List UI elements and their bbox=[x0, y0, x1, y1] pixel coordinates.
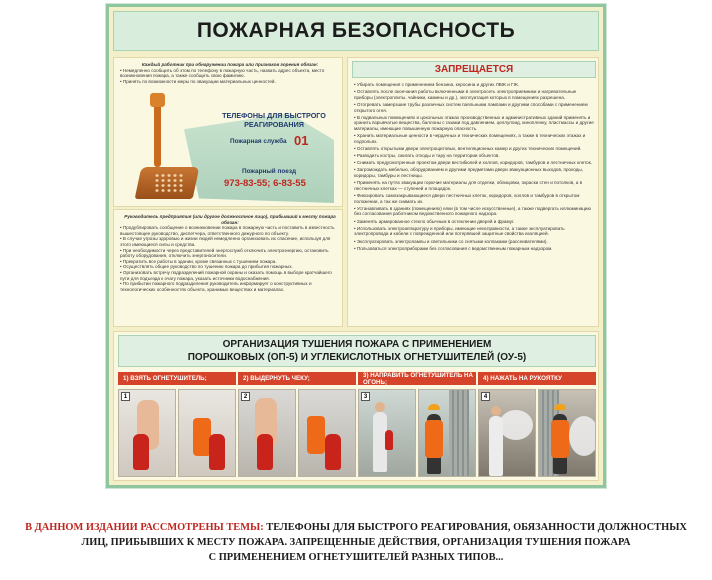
extinguishing-title-line2: ПОРОШКОВЫХ (ОП-5) И УГЛЕКИСЛОТНЫХ ОГНЕТУШИТЕЛЕЙ (ОУ-5) bbox=[187, 352, 527, 363]
fire-extinguisher-icon bbox=[257, 434, 273, 470]
worker-duties-text bbox=[120, 62, 340, 84]
forbidden-item: • Оставлять открытыми двери электрощитовых, вентиляционных камер и других технических помещений. bbox=[354, 145, 582, 151]
manager-duty-item: • В случае угрозы здоровью и жизни людей немедленно организовать их спасение, используя для этого имеющиеся силы и средства. bbox=[120, 236, 331, 247]
helmet-icon bbox=[428, 404, 440, 410]
forbidden-item: • Фиксировать самозакрывающиеся двери лестничных клеток, коридоров, холлов и тамбуров в открытом положении, а так же снимать их. bbox=[354, 193, 580, 204]
caption-line3: С ПРИМЕНЕНИЕМ ОГНЕТУШИТЕЛЕЙ РАЗНЫХ ТИПОВ... bbox=[208, 552, 504, 563]
worker-duty-item: • Принять по возможности меры по эвакуации материальных ценностей. bbox=[120, 78, 276, 84]
forbidden-panel bbox=[347, 57, 599, 327]
manager-duty-item: • Продублировать сообщение о возникновении пожара в пожарную часть и поставить в известность вышестоящее руководство, диспетчера, ответственного дежурного по объекту. bbox=[120, 225, 335, 236]
forbidden-item: • В подвальных помещениях и цокольных этажах производственных и административных зданий применять и хранить взрывчатые вещества, баллоны с газами под давлением, целлулоид, кинопленку, пластмассы и другие материалы, имеющие повышенную пожарную опасность. bbox=[354, 114, 594, 131]
worker-duty-item: • Немедленно сообщить об этом по телефону в пожарную часть, назвать адрес объекта, место возникновения пожара, а также сообщить свою фамилию. bbox=[120, 67, 325, 79]
step-2-photo-b bbox=[298, 389, 356, 477]
step-1-photo-a bbox=[118, 389, 176, 477]
step-4-photo-a bbox=[478, 389, 536, 477]
poster-board bbox=[106, 4, 606, 488]
forbidden-item: • Оставлять после окончания работы включенными в электросеть электроприемники и нагревательные приборы (электроплиты, чайники, камины и др.), эксплуатация которых в помещениях разрешена. bbox=[354, 89, 577, 100]
worker-head-icon bbox=[375, 402, 385, 412]
manager-duties-lead: Руководитель предприятия (или другое должностное лицо), прибывший к месту пожара обязан: bbox=[124, 214, 336, 225]
forbidden-item: • Применять на путях эвакуации горючие материалы для отделки, облицовки, окраски стен и потолков, а в лестничных клетках — ступеней и площадок. bbox=[354, 180, 583, 191]
worker-head-icon bbox=[491, 406, 501, 416]
smoke-cloud-icon bbox=[569, 416, 596, 456]
fire-extinguisher-icon bbox=[325, 434, 341, 470]
manager-duty-item: • По прибытии пожарного подразделения руководитель информирует о конструктивных и технологических особенностях объекта, хранимых веществах и материалах. bbox=[120, 281, 312, 292]
worker-figure-icon bbox=[489, 416, 503, 476]
worker-duties-lead: Каждый работник при обнаружении пожара или признаков горения обязан: bbox=[141, 62, 319, 67]
step-1-label: 1) ВЗЯТЬ ОГНЕТУШИТЕЛЬ; bbox=[118, 372, 236, 385]
phones-title: ТЕЛЕФОНЫ ДЛЯ БЫСТРОГО РЕАГИРОВАНИЯ bbox=[222, 111, 326, 129]
phone-keypad-icon bbox=[154, 173, 184, 193]
fire-train-number: 973-83-55; 6-83-55 bbox=[224, 178, 306, 189]
emergency-phones-illustration bbox=[124, 93, 339, 205]
forbidden-item: • Эксплуатировать электролампы и светильники со снятыми колпаками (рассеивателями). bbox=[354, 238, 548, 244]
forbidden-list bbox=[354, 82, 594, 253]
extinguishing-title-line1: ОРГАНИЗАЦИЯ ТУШЕНИЯ ПОЖАРА С ПРИМЕНЕНИЕМ bbox=[222, 339, 492, 350]
forbidden-item: • Хранить материальные ценности в чердачных и технических помещениях, а также в технических этажах и подпольях. bbox=[354, 133, 586, 144]
photo-number: 2 bbox=[241, 392, 250, 401]
forbidden-item: • Загромождать мебелью, оборудованием и другими предметами двери эвакуационных выходов, проходы, коридоры, тамбуры и лестницы. bbox=[354, 167, 583, 179]
step-4-label: 4) НАЖАТЬ НА РУКОЯТКУ bbox=[478, 372, 596, 385]
step-4-photos bbox=[478, 389, 596, 477]
forbidden-item: • Убирать помещения с применением бензина, керосина и других ЛВЖ и ГЖ. bbox=[354, 82, 520, 87]
publication-caption bbox=[0, 520, 712, 565]
extinguishing-section bbox=[113, 331, 599, 481]
manager-duty-item: • Организовать встречу подразделений пожарной охраны и оказать помощь в выборе кратчайшего пути для подъезда к очагу пожара, указать источники водоснабжения. bbox=[120, 269, 332, 281]
extinguishing-title bbox=[118, 335, 596, 367]
caption-line2: ЛИЦ, ПРИБЫВШИХ К МЕСТУ ПОЖАРА. ЗАПРЕЩЕННЫЕ ДЕЙСТВИЯ, ОРГАНИЗАЦИЯ ТУШЕНИЯ ПОЖАРА bbox=[81, 537, 631, 548]
forbidden-item: • Снимать предусмотренные проектом двери вестибюлей и холлов, коридоров, тамбуров и лестничных клеток. bbox=[354, 160, 593, 166]
step-3-photos bbox=[358, 389, 476, 477]
step-4 bbox=[478, 372, 596, 478]
fire-service-label: Пожарная служба bbox=[230, 138, 287, 145]
poster-title: ПОЖАРНАЯ БЕЗОПАСНОСТЬ bbox=[113, 11, 599, 51]
step-4-photo-b bbox=[538, 389, 596, 477]
photo-number: 3 bbox=[361, 392, 370, 401]
manager-duty-item: • Осуществлять общее руководство по тушению пожара до прибытия пожарных. bbox=[120, 264, 293, 270]
manager-duty-item: • При необходимости через представителей энергослужб отключить электроэнергию, остановить работу оборудования, отключить энергоносители. bbox=[120, 247, 329, 259]
fire-extinguisher-icon bbox=[385, 430, 393, 450]
caption-lead: В ДАННОМ ИЗДАНИИ РАССМОТРЕНЫ ТЕМЫ: bbox=[25, 522, 264, 533]
manager-duties-text bbox=[120, 214, 340, 292]
step-3 bbox=[358, 372, 476, 478]
step-2-label: 2) ВЫДЕРНУТЬ ЧЕКУ; bbox=[238, 372, 356, 385]
worker-vest-icon bbox=[307, 416, 325, 454]
wall-icon bbox=[449, 390, 469, 477]
worker-vest-icon bbox=[551, 420, 569, 458]
step-2-photo-a bbox=[238, 389, 296, 477]
manager-duty-item: • Прекратить все работы в здании, кроме связанных с тушением пожара. bbox=[120, 258, 277, 264]
forbidden-item: • Пользоваться электроприборами без согласования с ведомственным пожарным надзором. bbox=[354, 245, 553, 251]
photo-number: 1 bbox=[121, 392, 130, 401]
fire-service-number: 01 bbox=[294, 133, 309, 148]
forbidden-item: • Заменять армированное стекло обычным в остеклении дверей и фрамуг. bbox=[354, 218, 515, 224]
manager-duties-panel bbox=[113, 209, 343, 327]
phone-handset-icon bbox=[154, 97, 161, 167]
step-2 bbox=[238, 372, 356, 478]
forbidden-title: ЗАПРЕЩАЕТСЯ bbox=[352, 61, 596, 78]
step-2-photos bbox=[238, 389, 356, 477]
forbidden-item: • Устанавливать в зданиях (помещениях) елки (в том числе искусственные), а также подвергать иллюминацию без согласования работником ведомственного пожарного надзора. bbox=[354, 205, 591, 217]
fire-extinguisher-icon bbox=[133, 434, 149, 470]
fire-train-label: Пожарный поезд bbox=[242, 168, 297, 175]
forbidden-item: • Отогревать замерзшие трубы различных систем паяльными лампами и другими способами с применением открытого огня. bbox=[354, 101, 588, 113]
caption-line1: ТЕЛЕФОНЫ ДЛЯ БЫСТРОГО РЕАГИРОВАНИЯ, ОБЯЗАННОСТИ ДОЛЖНОСТНЫХ bbox=[263, 522, 687, 533]
step-1-photo-b bbox=[178, 389, 236, 477]
worker-duties-panel bbox=[113, 57, 343, 207]
extinguishing-steps bbox=[118, 372, 596, 478]
forbidden-item: • Разводить костры, сжигать отходы и тару на территории объектов. bbox=[354, 153, 500, 159]
step-1 bbox=[118, 372, 236, 478]
photo-number: 4 bbox=[481, 392, 490, 401]
step-3-photo-b bbox=[418, 389, 476, 477]
step-1-photos bbox=[118, 389, 236, 477]
phone-handset-top-icon bbox=[150, 93, 165, 107]
smoke-cloud-icon bbox=[499, 410, 533, 440]
step-3-label: 3) НАПРАВИТЬ ОГНЕТУШИТЕЛЬ НА ОГОНЬ; bbox=[358, 372, 476, 385]
helmet-icon bbox=[554, 404, 566, 410]
forbidden-item: • Использовать электроаппаратуру и приборы, имеющие неисправности, а также эксплуатировать электропровода и кабели с поврежденной или потерявшей защитные свойства изоляцией. bbox=[354, 225, 565, 237]
step-3-photo-a bbox=[358, 389, 416, 477]
fire-extinguisher-icon bbox=[209, 434, 225, 470]
worker-vest-icon bbox=[425, 420, 443, 458]
